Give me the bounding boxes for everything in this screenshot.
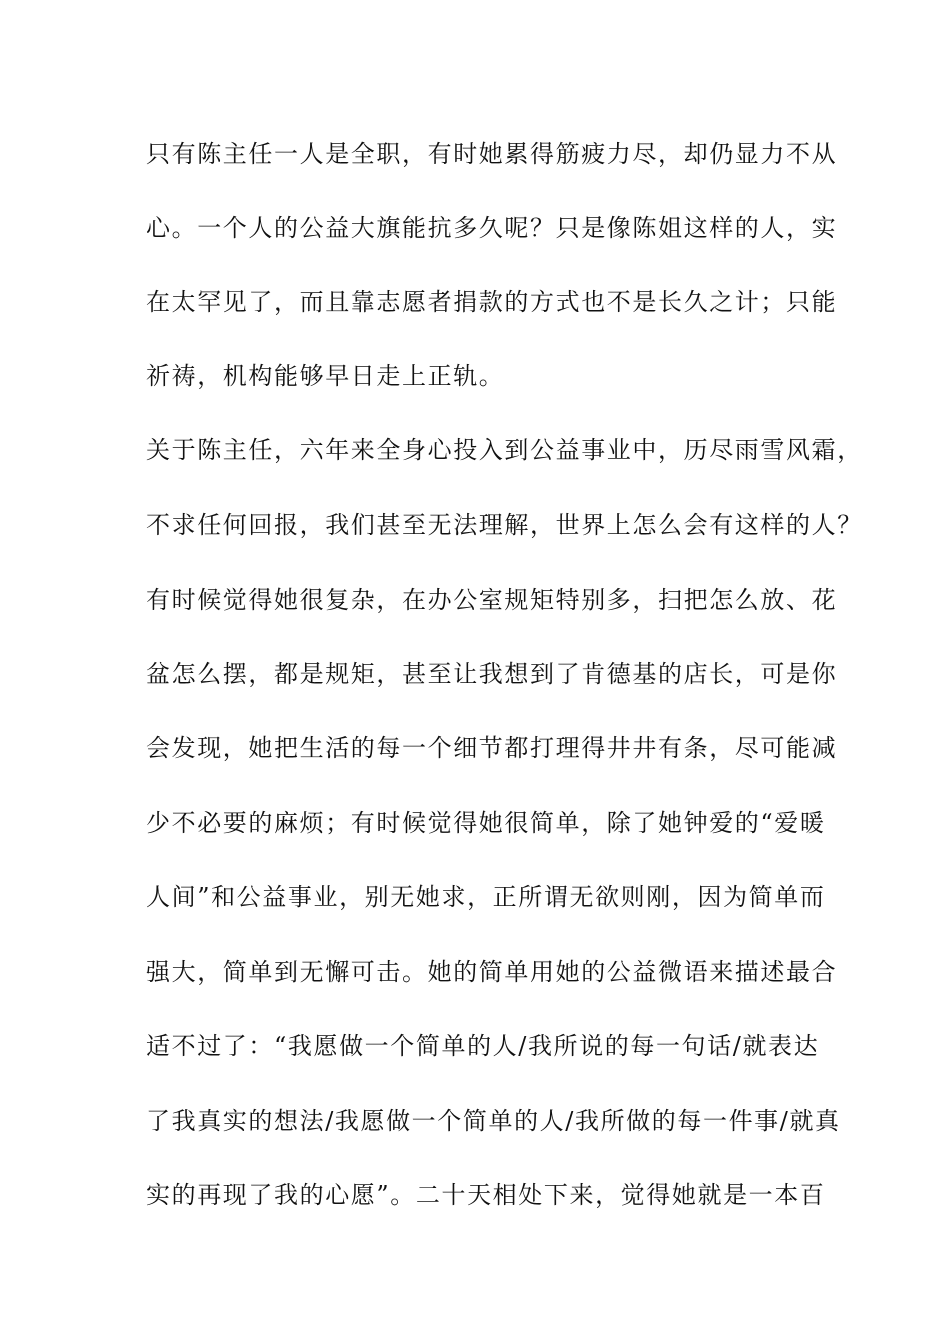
text-line: 会发现，她把生活的每一个细节都打理得井井有条，尽可能减 bbox=[146, 734, 838, 762]
text-line: 在太罕见了，而且靠志愿者捐款的方式也不是长久之计；只能 bbox=[146, 288, 838, 316]
text-line: 不求任何回报，我们甚至无法理解，世界上怎么会有这样的人？ bbox=[146, 511, 863, 539]
text-line: 实的再现了我的心愿”。二十天相处下来，觉得她就是一本百 bbox=[146, 1181, 826, 1209]
text-line: 心。一个人的公益大旗能抗多久呢？只是像陈姐这样的人，实 bbox=[146, 214, 838, 242]
text-line: 只有陈主任一人是全职，有时她累得筋疲力尽，却仍显力不从 bbox=[146, 140, 838, 168]
text-line: 盆怎么摆，都是规矩，甚至让我想到了肯德基的店长，可是你 bbox=[146, 660, 838, 688]
text-line: 有时候觉得她很复杂，在办公室规矩特别多，扫把怎么放、花 bbox=[146, 586, 838, 614]
text-line: 了我真实的想法/我愿做一个简单的人/我所做的每一件事/就真 bbox=[146, 1107, 841, 1135]
text-line: 人间”和公益事业，别无她求，正所谓无欲则刚，因为简单而 bbox=[146, 883, 826, 911]
text-line: 少不必要的麻烦；有时候觉得她很简单，除了她钟爱的“爱暖 bbox=[146, 809, 826, 837]
text-line: 祈祷，机构能够早日走上正轨。 bbox=[146, 362, 505, 390]
text-line: 强大，简单到无懈可击。她的简单用她的公益微语来描述最合 bbox=[146, 958, 838, 986]
text-line: 关于陈主任，六年来全身心投入到公益事业中，历尽雨雪风霜， bbox=[146, 436, 863, 464]
text-line: 适不过了：“我愿做一个简单的人/我所说的每一句话/就表达 bbox=[146, 1032, 820, 1060]
